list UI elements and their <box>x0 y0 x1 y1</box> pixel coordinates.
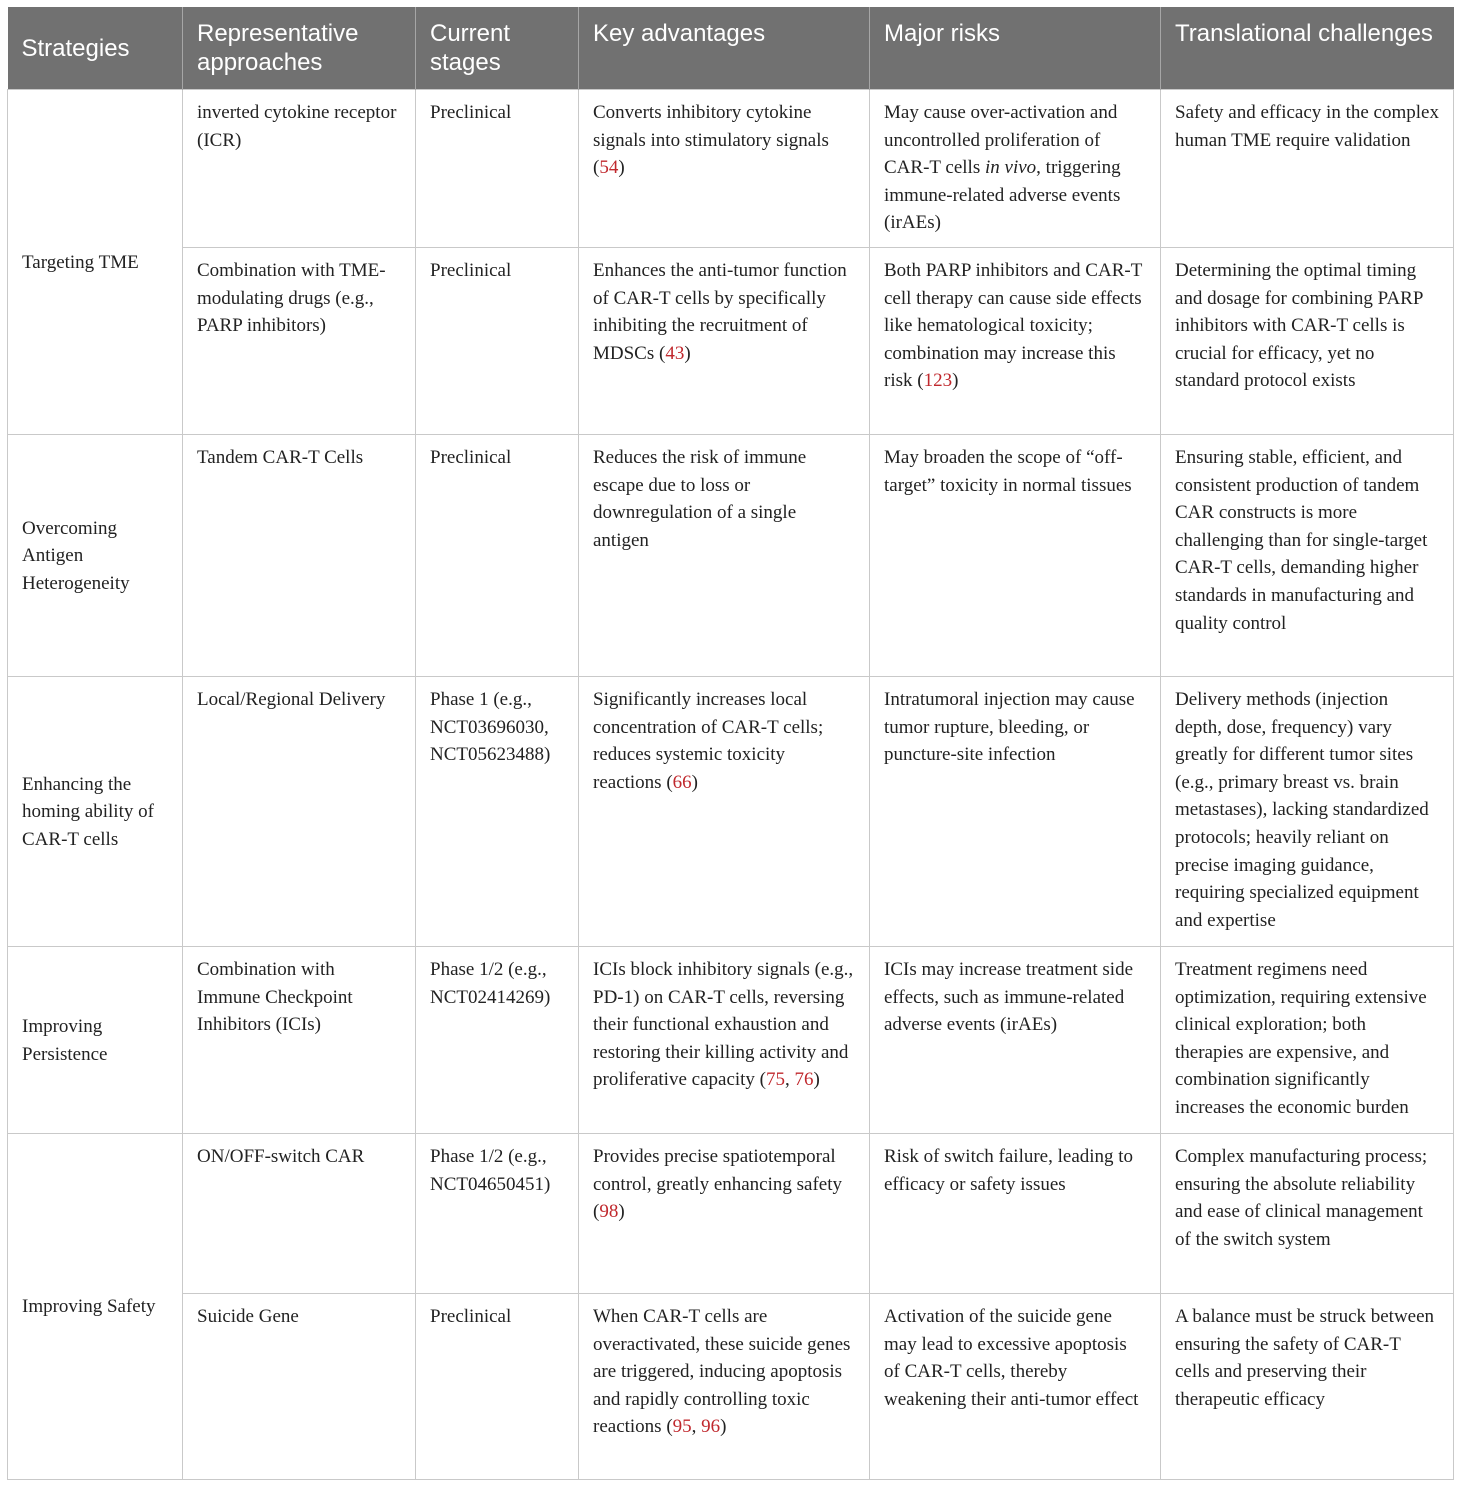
table-row <box>8 677 1454 947</box>
reference-link[interactable]: 123 <box>923 370 953 392</box>
risk-cell: Both PARP inhibitors and CAR-T cell therapy can cause side effects like hematological toxicity; combination may increase this risk (123) <box>870 248 1161 435</box>
strategy-cell: Enhancing the homing ability of CAR-T cells <box>8 677 183 947</box>
table-row <box>8 435 1454 677</box>
stage-cell: Phase 1 (e.g., NCT03696030, NCT05623488) <box>416 677 579 947</box>
approach-cell: Combination with Immune Checkpoint Inhibitors (ICIs) <box>183 947 416 1134</box>
stage-cell: Preclinical <box>416 435 579 677</box>
approach-cell: Tandem CAR-T Cells <box>183 435 416 677</box>
risk-cell: Intratumoral injection may cause tumor rupture, bleeding, or puncture-site infection <box>870 677 1161 947</box>
approach-cell: Suicide Gene <box>183 1294 416 1480</box>
strategy-cell: Overcoming Antigen Heterogeneity <box>8 435 183 677</box>
strategies-table <box>7 7 1454 1480</box>
table-row <box>8 90 1454 248</box>
approach-cell: inverted cytokine receptor (ICR) <box>183 90 416 248</box>
reference-link[interactable]: 43 <box>665 342 685 364</box>
advantage-cell: When CAR-T cells are overactivated, these suicide genes are triggered, inducing apoptosis and rapidly controlling toxic reactions (95, 96) <box>579 1294 870 1480</box>
table-row <box>8 947 1454 1134</box>
risk-cell: May cause over-activation and uncontrolled proliferation of CAR-T cells in vivo, triggering immune-related adverse events (irAEs) <box>870 90 1161 248</box>
approach-cell: Combination with TME-modulating drugs (e.g., PARP inhibitors) <box>183 248 416 435</box>
reference-link[interactable]: 96 <box>701 1416 721 1438</box>
advantage-cell: ICIs block inhibitory signals (e.g., PD-1) on CAR-T cells, reversing their functional exhaustion and restoring their killing activity and proliferative capacity (75, 76) <box>579 947 870 1134</box>
table-row <box>8 1134 1454 1294</box>
strategy-cell: Improving Safety <box>8 1134 183 1480</box>
advantage-cell: Enhances the anti-tumor function of CAR-T cells by specifically inhibiting the recruitment of MDSCs (43) <box>579 248 870 435</box>
challenge-cell: Delivery methods (injection depth, dose, frequency) vary greatly for different tumor sites (e.g., primary breast vs. brain metastases), lacking standardized protocols; heavily reliant on precise imaging guidance, requiring specialized equipment and expertise <box>1161 677 1454 947</box>
header-strategies: Strategies <box>8 7 183 90</box>
header-stages: Current stages <box>416 7 579 90</box>
stage-cell: Phase 1/2 (e.g., NCT04650451) <box>416 1134 579 1294</box>
reference-link[interactable]: 75 <box>766 1069 786 1091</box>
strategy-cell: Improving Persistence <box>8 947 183 1134</box>
stage-cell: Phase 1/2 (e.g., NCT02414269) <box>416 947 579 1134</box>
challenge-cell: Treatment regimens need optimization, requiring extensive clinical exploration; both therapies are expensive, and combination significantly increases the economic burden <box>1161 947 1454 1134</box>
header-row <box>8 7 1454 90</box>
risk-cell: ICIs may increase treatment side effects, such as immune-related adverse events (irAEs) <box>870 947 1161 1134</box>
challenge-cell: Ensuring stable, efficient, and consistent production of tandem CAR constructs is more challenging than for single-target CAR-T cells, demanding higher standards in manufacturing and quality control <box>1161 435 1454 677</box>
header-challenges: Translational challenges <box>1161 7 1454 90</box>
risk-cell: Activation of the suicide gene may lead to excessive apoptosis of CAR-T cells, thereby weakening their anti-tumor effect <box>870 1294 1161 1480</box>
table-header <box>8 7 1454 90</box>
risk-cell: Risk of switch failure, leading to efficacy or safety issues <box>870 1134 1161 1294</box>
header-approaches: Representative approaches <box>183 7 416 90</box>
advantage-cell: Significantly increases local concentration of CAR-T cells; reduces systemic toxicity reactions (66) <box>579 677 870 947</box>
header-advantages: Key advantages <box>579 7 870 90</box>
table-row <box>8 1294 1454 1480</box>
challenge-cell: Complex manufacturing process; ensuring the absolute reliability and ease of clinical management of the switch system <box>1161 1134 1454 1294</box>
risk-cell: May broaden the scope of “off-target” toxicity in normal tissues <box>870 435 1161 677</box>
advantage-cell: Converts inhibitory cytokine signals into stimulatory signals (54) <box>579 90 870 248</box>
strategy-cell: Targeting TME <box>8 90 183 435</box>
header-risks: Major risks <box>870 7 1161 90</box>
table-body <box>8 90 1454 1480</box>
reference-link[interactable]: 66 <box>672 771 692 793</box>
reference-link[interactable]: 76 <box>794 1069 814 1091</box>
stage-cell: Preclinical <box>416 1294 579 1480</box>
challenge-cell: Safety and efficacy in the complex human TME require validation <box>1161 90 1454 248</box>
stage-cell: Preclinical <box>416 248 579 435</box>
advantage-cell: Reduces the risk of immune escape due to loss or downregulation of a single antigen <box>579 435 870 677</box>
approach-cell: ON/OFF-switch CAR <box>183 1134 416 1294</box>
approach-cell: Local/Regional Delivery <box>183 677 416 947</box>
reference-link[interactable]: 54 <box>599 157 619 179</box>
reference-link[interactable]: 98 <box>599 1201 619 1223</box>
stage-cell: Preclinical <box>416 90 579 248</box>
challenge-cell: Determining the optimal timing and dosage for combining PARP inhibitors with CAR-T cells is crucial for efficacy, yet no standard protocol exists <box>1161 248 1454 435</box>
table-row <box>8 248 1454 435</box>
challenge-cell: A balance must be struck between ensuring the safety of CAR-T cells and preserving their therapeutic efficacy <box>1161 1294 1454 1480</box>
reference-link[interactable]: 95 <box>672 1416 692 1438</box>
advantage-cell: Provides precise spatiotemporal control, greatly enhancing safety (98) <box>579 1134 870 1294</box>
